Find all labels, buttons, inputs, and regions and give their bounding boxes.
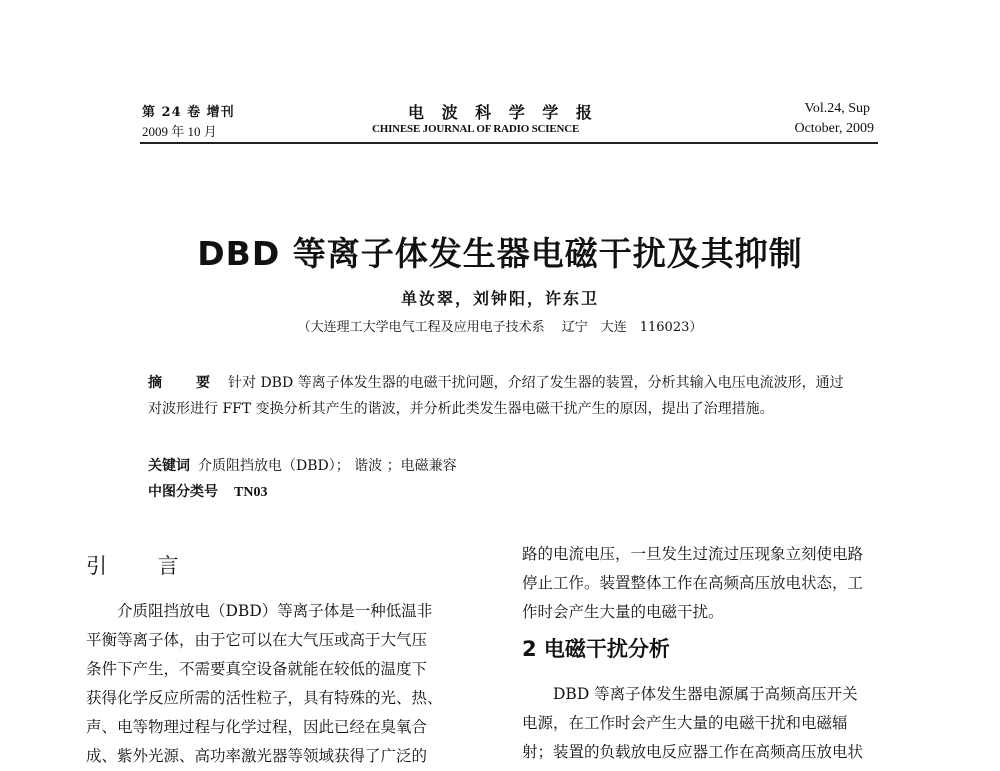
paper-authors: 单汝翠，刘钟阳，许东卫 [400, 289, 599, 308]
intro-line: 条件下产生，不需要真空设备就能在较低的温度下 [86, 660, 428, 678]
journal-volume: 第 24 卷 增刊 [142, 105, 235, 120]
right-column-body [522, 540, 863, 627]
abstract-label: 摘 要 [148, 375, 220, 391]
journal-volume-en: Vol.24, Sup [804, 101, 870, 116]
classification-value: TN03 [234, 485, 268, 500]
section2-line: 电源，在工作时会产生大量的电磁干扰和电磁辐 [522, 714, 848, 732]
intro-line: 成、紫外光源、高功率激光器等领域获得了广泛的 [86, 747, 428, 765]
keywords-label: 关键词 [148, 458, 190, 474]
paper-title: DBD 等离子体发生器电磁干扰及其抑制 [197, 234, 803, 273]
body-line: 作时会产生大量的电磁干扰。 [522, 603, 724, 621]
journal-name-en: CHINESE JOURNAL OF RADIO SCIENCE [372, 123, 580, 135]
header-rule [140, 142, 878, 144]
intro-heading: 引 言 [86, 554, 201, 578]
intro-body [86, 597, 443, 771]
intro-line: 平衡等离子体，由于它可以在大气压或高于大气压 [86, 631, 428, 649]
keywords [148, 455, 457, 475]
intro-line: 介质阻挡放电（DBD）等离子体是一种低温非 [117, 602, 433, 620]
intro-line: 获得化学反应所需的活性粒子，具有特殊的光、热、 [86, 689, 443, 707]
intro-line: 声、电等物理过程与化学过程，因此已经在臭氧合 [86, 718, 428, 736]
abstract [148, 370, 848, 422]
classification-label: 中图分类号 [148, 484, 218, 500]
paper-affiliation: （大连理工大学电气工程及应用电子技术系 辽宁 大连 116023） [297, 320, 703, 335]
abstract-text: 针对 DBD 等离子体发生器的电磁干扰问题，介绍了发生器的装置，分析其输入电压电流波形，通过对波形进行 FFT 变换分析其产生的谐波，并分析此类发生器电磁干扰产生的原因，提出了治理措施。 [148, 375, 844, 417]
section2-line: 射；装置的负载放电反应器工作在高频高压放电状 [522, 743, 864, 761]
classification [148, 481, 267, 501]
journal-name-cn: 电 波 科 学 学 报 [408, 103, 598, 122]
section2-body [522, 680, 863, 767]
section2-heading: 2 电磁干扰分析 [522, 637, 670, 661]
journal-date-cn: 2009 年 10 月 [142, 124, 217, 139]
journal-date-en: October, 2009 [794, 121, 874, 136]
body-line: 路的电流电压，一旦发生过流过压现象立刻使电路 [522, 545, 864, 563]
section2-line: DBD 等离子体发生器电源属于高频高压开关 [553, 685, 858, 703]
body-line: 停止工作。装置整体工作在高频高压放电状态，工 [522, 574, 864, 592]
keywords-text: 介质阻挡放电（DBD）； 谐波 ；电磁兼容 [198, 458, 457, 474]
